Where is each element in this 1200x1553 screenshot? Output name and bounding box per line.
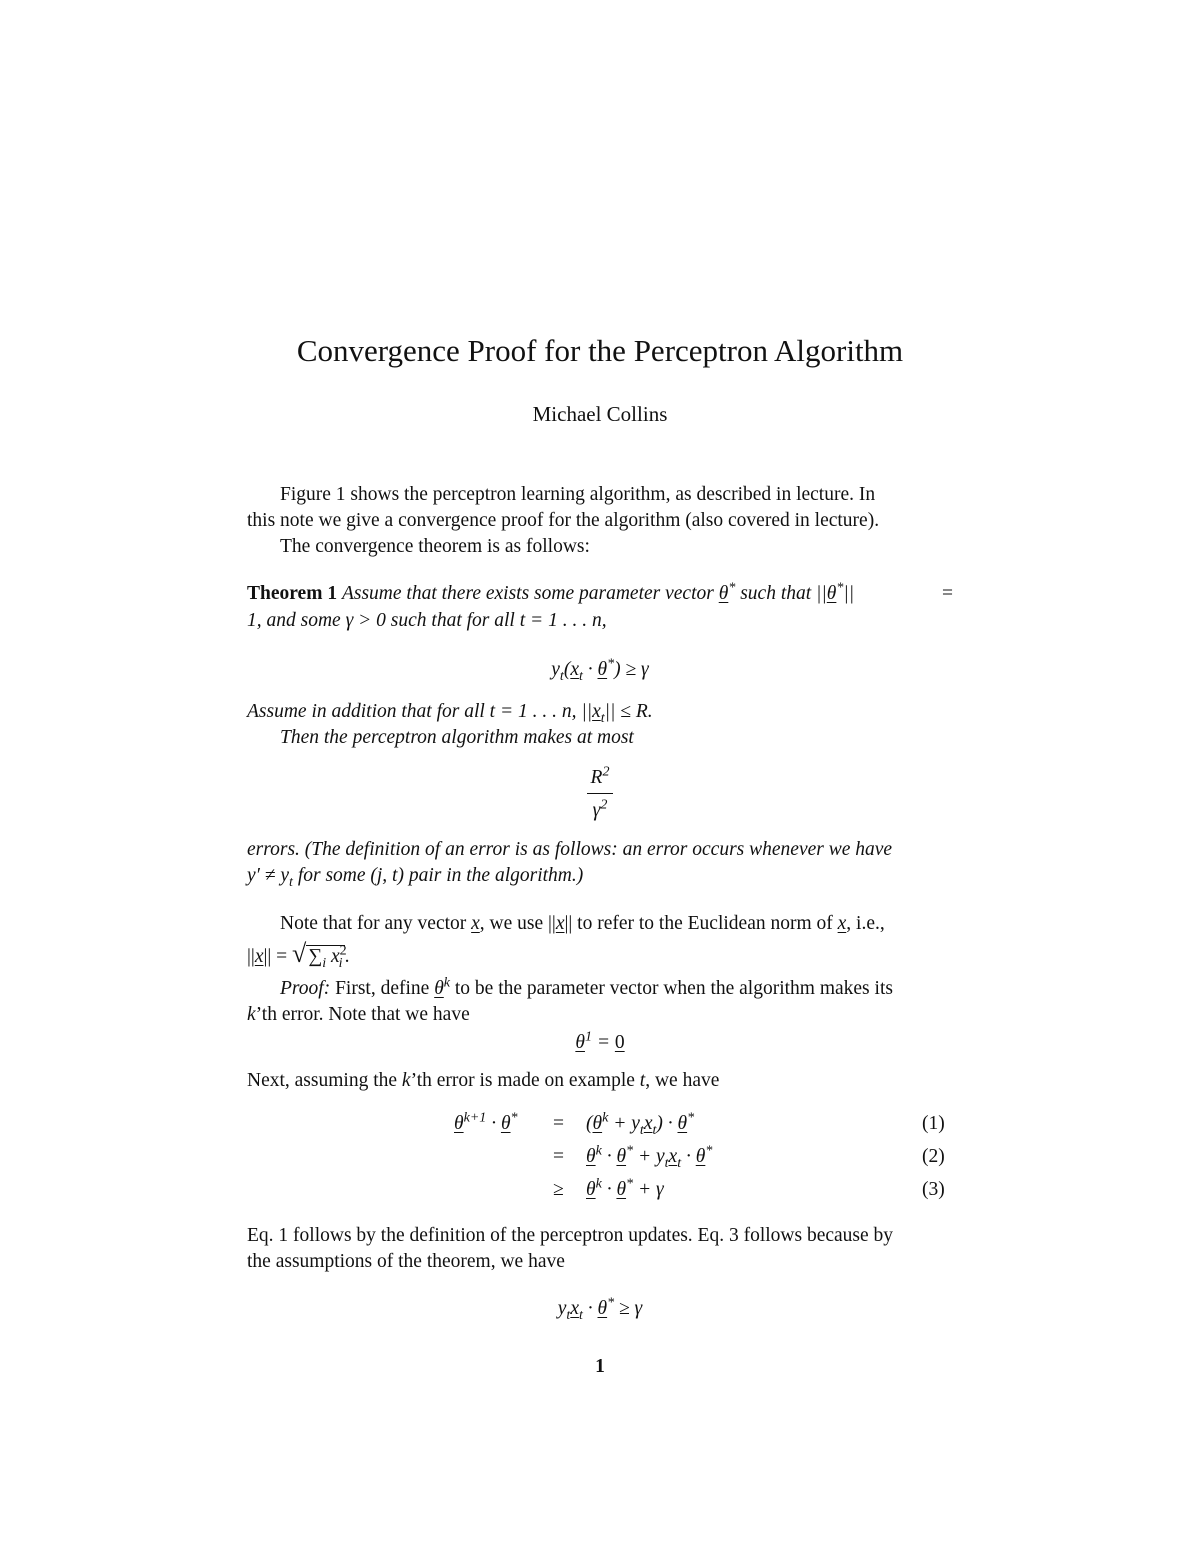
proof-next-line: Next, assuming the k’th error is made on example t, we have bbox=[247, 1070, 720, 1091]
theorem-text: > 0 such that for all bbox=[358, 610, 515, 631]
theorem-line-2: 1, and some γ > 0 such that for all t = 1 . . . n, bbox=[247, 610, 607, 631]
proof-text: ’th error. Note that we have bbox=[255, 1004, 470, 1025]
theorem-errors-line-1: errors. (The definition of an error is as follows: an error occurs whenever we have bbox=[247, 839, 893, 860]
paper-title: Convergence Proof for the Perceptron Algorithm bbox=[296, 333, 904, 368]
note-text: || to refer to the Euclidean norm of bbox=[564, 913, 833, 934]
theorem-line-1: Theorem 1 Assume that there exists some parameter vector θ* such that ||θ*|| = bbox=[247, 581, 953, 607]
note-text: || bbox=[247, 946, 255, 967]
note-text: , we use || bbox=[479, 913, 556, 934]
margin-condition-equation: $y_t(x_t \cdot \theta^*) \ge \gamma$ bbox=[551, 655, 649, 684]
author-name: Michael Collins bbox=[532, 402, 668, 426]
assumption-equation: $y_tx_t \cdot \theta^* \ge \gamma$ bbox=[557, 1294, 643, 1323]
intro-line-2: this note we give a convergence proof for the algorithm (also covered in lecture). bbox=[247, 510, 880, 531]
equation-1-rhs: $(\theta^k + y_tx_t) \cdot \theta^*$ bbox=[586, 1109, 695, 1138]
note-line-2: ||x|| = √ $\sum_i$ $x^2_i$ . bbox=[247, 939, 350, 971]
theorem-text: Assume in addition that for all t = 1 . . . n, || bbox=[247, 701, 593, 722]
note-text: Note that for any vector bbox=[280, 913, 467, 934]
proof-line-2: k’th error. Note that we have bbox=[247, 1004, 470, 1025]
fraction-denominator: γ bbox=[592, 800, 601, 821]
proof-line-1: Proof: First, define $\theta^k$ to be the parameter vector when the algorithm makes its bbox=[280, 974, 893, 999]
initial-weight-equation: $\theta^1 = 0$ bbox=[575, 1028, 625, 1053]
proof-label: Proof: bbox=[280, 978, 331, 999]
theorem-text: such that bbox=[740, 583, 812, 604]
theorem-text: 1, and some bbox=[247, 610, 341, 631]
note-line-1: Note that for any vector x, we use ||x|| to refer to the Euclidean norm of x, i.e., bbox=[280, 913, 885, 934]
equation-2-rhs: $\theta^k \cdot \theta^* + y_tx_t \cdot \theta^*$ bbox=[586, 1142, 713, 1171]
theorem-text: = 1 . . . n, bbox=[530, 610, 607, 631]
after-equation-line-2: the assumptions of the theorem, we have bbox=[247, 1251, 565, 1272]
note-text: . bbox=[344, 946, 350, 967]
theorem-assume-line: Assume in addition that for all t = 1 . . . n, $||x_t|| \le R$. bbox=[247, 701, 653, 726]
equation-number: (3) bbox=[922, 1179, 945, 1200]
fraction-numerator: R bbox=[590, 767, 603, 788]
theorem-text: for some (j, t) pair in the algorithm.) bbox=[297, 865, 584, 886]
mistake-bound-fraction: $\frac{R^2}{\gamma^2}$ bbox=[0, 765, 1200, 824]
page-number: 1 bbox=[595, 1356, 605, 1377]
proof-text: to be the parameter vector when the algorithm makes its bbox=[454, 978, 893, 999]
theorem-errors-line-2: $y' \ne y_t$ for some (j, t) pair in the algorithm.) bbox=[247, 865, 584, 890]
equation-3-rhs: $\theta^k \cdot \theta^* + \gamma$ bbox=[586, 1175, 664, 1200]
note-text: , i.e., bbox=[846, 913, 885, 934]
theorem-then-line: Then the perceptron algorithm makes at most bbox=[280, 727, 634, 748]
after-equation-line-1: Eq. 1 follows by the definition of the perceptron updates. Eq. 3 follows because by bbox=[247, 1225, 894, 1246]
proof-text: Next, assuming the bbox=[247, 1070, 398, 1091]
theorem-label: Theorem 1 bbox=[247, 583, 338, 604]
equation-3-relation: ≥ bbox=[553, 1179, 564, 1200]
theorem-text: || ≤ R. bbox=[604, 701, 653, 722]
theorem-text: = bbox=[942, 583, 953, 604]
proof-text: First, define bbox=[335, 978, 430, 999]
theorem-text: Assume that there exists some parameter vector bbox=[341, 583, 714, 604]
theorem-text: y′ ≠ y bbox=[247, 865, 290, 886]
intro-line-1: Figure 1 shows the perceptron learning algorithm, as described in lecture. In bbox=[280, 484, 876, 505]
proof-text: ’th error is made on example bbox=[410, 1070, 635, 1091]
proof-text: , we have bbox=[645, 1070, 720, 1091]
equation-number: (1) bbox=[922, 1113, 945, 1134]
equation-2-relation: = bbox=[553, 1146, 564, 1167]
equation-1: $\theta^{k+1} \cdot \theta^*$ bbox=[454, 1109, 518, 1134]
equation-1-relation: = bbox=[553, 1113, 564, 1134]
intro-line-3: The convergence theorem is as follows: bbox=[280, 536, 590, 557]
note-text: || = bbox=[263, 946, 288, 967]
equation-number: (2) bbox=[922, 1146, 945, 1167]
